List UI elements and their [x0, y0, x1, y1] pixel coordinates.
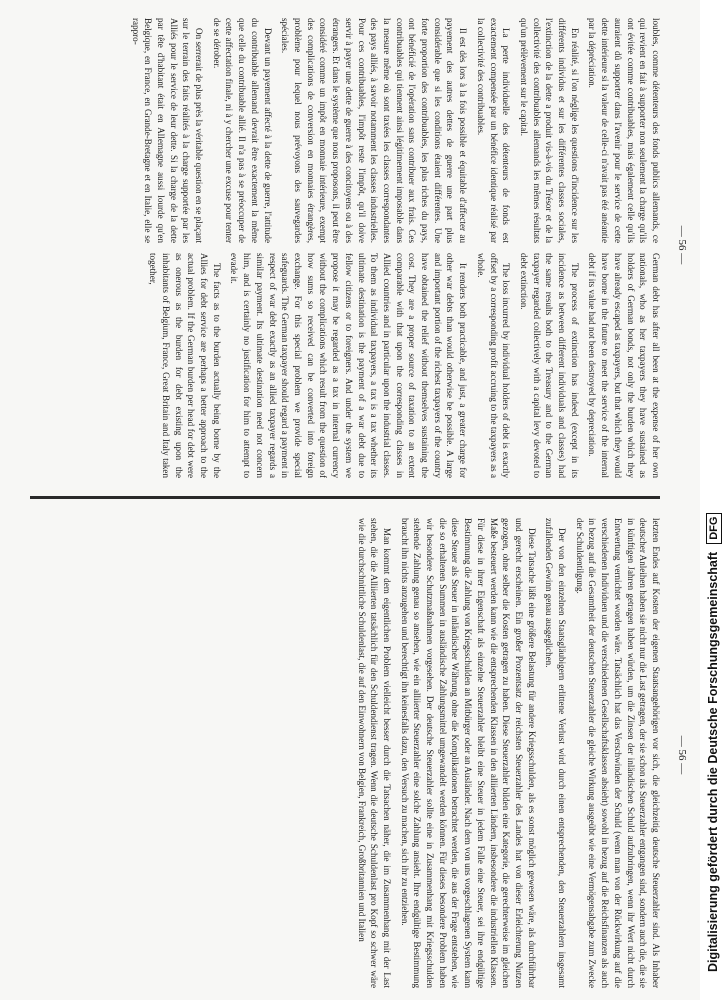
paragraph: German debt has after all been at the expense of her own nationals, who as her taxpayers they have sustained as holders of German bonds, not only the burden which they have already escaped as taxpayers, but that which they would have borne in the future to meet the service of the internal debt if its value had not been destroyed by depreciation.	[587, 253, 661, 478]
paragraph: It renders both practicable, and just, a greater charge for other war debts than would otherwise be possible. A large and important portion of the richest taxpayers of the country have obtained the relief without themselves sustaining the cost. They are a proper source of taxation to an extent comparable with that upon the corresponding classes in Allied countries and in particular upon the industrial classes. To them as individual taxpayers, a tax is a tax whether its ultimate destination is the payment of a war debt due to fellow citizens or to foreigners. And under the system we propose it may be regarded as a tax in internal currency without the complications which result from the question of how sums so received can be converted into foreign exchange. For this special problem we provide special safeguards. The German taxpayer should regard a payment in respect of war debt exactly as an allied taxpayer regards a similar payment. Its ultimate destination need not concern him, and is certainly no justification for him to attempt to evade it.	[229, 253, 469, 478]
credit-text: Digitalisierung gefördert durch die Deutsche Forschungsgemeinschaft	[706, 551, 720, 972]
paragraph: La perte individuelle des détenteurs de fonds est exactement compensée par un bénéfice identique réalisé par la collectivité des contribuables.	[475, 18, 512, 243]
paragraph: Il est dès lors à la fois possible et équitable d'affecter au payement des autres dettes de guerre une part plus considérable que si les conditions étaient différentes. Une forte proportion des contribuables, les plus riches du pays, ont bénéficié de l'opération sans contribuer aux frais. Ces contribuables qui tiennent ainsi légitimement imposable dans la mesure même où sont taxées les classes correspondantes des pays alliés, à savoir notamment les classes industrielles. Pour ces contribuables, l'impôt reste l'impôt, qu'il doive servir à payer une dette de guerre à des concitoyens ou à des étrangers. Et dans le système que nous proposons, il peut être considéré comme un impôt en monnaie intérieure, exempt des complications de conversion en monnaies étrangères, problème pour lequel nous prévoyons des sauvegardes spéciales.	[280, 18, 469, 243]
left-page-column-english	[142, 253, 662, 478]
paragraph: The facts as to the burden actually being borne by the Allies for debt service are perhaps a better approach to the actual problem. If the German burden per head for debt were as onerous as the burden for debt existing upon the inhabitants of Belgium, France, Great Britain and Italy taken together,	[148, 253, 222, 478]
paragraph: The process of extinction has indeed (except in its incidence as between different individuals and classes) had the same results both to the Treasury and to the German taxpayer regarded collectively with a capital levy devoted to debt extinction.	[518, 253, 580, 478]
left-page-column-french	[124, 18, 662, 243]
paragraph: Devant un payement affecté à la dette de guerre, l'attitude du contribuable allemand devrait être exactement la même que celle du contribuable allié. Il n'a pas à se préoccuper de cette affectation finale, ni à y chercher une excuse pour tenter de se dérober.	[211, 18, 273, 243]
paragraph: Der von den einzelnen Staatsgläubigern erlittene Verlust wird durch einen entsprechenden, den Steuerzahlern insgesamt zufallenden Gewinn genau ausgeglichen.	[544, 518, 568, 988]
left-page	[0, 0, 700, 490]
right-page	[0, 510, 700, 1000]
paragraph: On serrerait de plus près la véritable question en se plaçant sur le terrain des faits réalités à la charge supportée par les Alliés pour le service de leur dette. Si la charge de la dette par tête d'habitant était en Allemagne aussi lourde qu'en Belgique, en France, en Grande-Bretagne et en Italie, elle se rappro-	[130, 18, 205, 243]
page-gutter-divider	[30, 496, 660, 499]
paragraph: letzten Endes auf Kosten der eigenen Staatsangehörigen vor sich, die gleichzeitig deutsche Steuerzahler sind. Als Inhaber deutscher Anleihen haben sie nicht nur die Last getragen, der sie schon als Steuerzahler entgangen sind, sondern auch die, die sie in künftigen Jahren getragen haben würden, um die Zinsen der inländischen Schuld aufzubringen, wenn ihr Wert nicht durch Entwertung vernichtet worden wäre. Tatsächlich hat das Verschwinden der Schuld (wenn man von der Rückwirkung auf die verschiedenen Individuen und die verschiedenen Gesellschaftsklassen absieht) sowohl in bezug auf die Reichsfinanzen als auch in bezug auf die Gesamtheit der deutschen Steuerzahler die gleiche Wirkung ausgeübt wie eine Vermögensabgabe zum Zwecke der Schuldentilgung.	[574, 518, 661, 988]
paragraph: En réalité, si l'on néglige les questions d'incidence sur les différents individus et sur les différentes classes sociales, l'extinction de la dette a produit vis-à-vis du Trésor et de la collectivité des contribuables allemands les mêmes résultats qu'un prélèvement sur le capital.	[518, 18, 580, 243]
dfg-logo: DFG	[706, 513, 722, 544]
digitization-credit	[703, 0, 723, 972]
right-page-number: — 56 —	[676, 735, 688, 775]
right-page-column-german	[350, 518, 662, 988]
digitization-credit-strip	[700, 0, 727, 1000]
paragraph: The loss incurred by individual holders of debt is exactly offset by a corresponding profit accruing to the taxpayers as a whole.	[475, 253, 512, 478]
left-page-number: — 56 —	[676, 225, 688, 265]
paragraph: loubles, comme détenteurs des fonds publics allemands, ce qui revient en fait à supporter non seulement la charge qu'ils ont évitée comme contribuables, mais également celle qu'ils auraient dû supporter dans l'avenir pour le service de cette dette intérieure si la valeur de celle-ci n'avait pas été anéantie par la dépréciation.	[587, 18, 661, 243]
paragraph: Diese Tatsache läßt eine größere Belastung für andere Kriegsschulden, als es sonst möglich gewesen wäre, als durchführbar und gerecht erscheinen. Ein großer Prozentsatz der reichsten Steuerzahler des Landes hat von dieser Erleichterung Nutzen gezogen, ohne selber die Kosten getragen zu haben. Diese Steuerzahler bilden eine Kategorie, die gerechterweise im gleichen Maße besteuert werden kann wie die entsprechenden Klassen in den alliierten Ländern, insbesondere die industriellen Klassen. Für diese in ihrer Eigenschaft als einzelne Steuerzahler bleibt eine Steuer in jedem Falle eine Steuer, sei ihre endgültige Bestimmung die Zahlung von Kriegsschulden an Mitbürger oder an Ausländer. Nach dem von uns vorgeschlagenen System kann diese Steuer als Steuer in inländischer Währung ohne die Komplikationen betrachtet werden, die aus der Frage entstehen, wie die so erhaltenen Summen in ausländische Zahlungsmittel umgewandelt werden können. Für dieses besondere Problem haben wir besondere Schutzmaßnahmen vorgesehen. Der deutsche Steuerzahler sollte eine in Zusammenhang mit Kriegsschulden stehende Zahlung genau so ansehen, wie ein alliierter Steuerzahler eine solche Zahlung ansieht. Ihre endgültige Bestimmung braucht ihn nichts anzugehen und berechtigt ihn keinesfalls dazu, den Versuch zu machen, sich ihr zu entziehen.	[399, 518, 537, 988]
paragraph: Man kommt dem eigentlichen Problem vielleicht besser durch die Tatsachen näher, die im Zusammenhang mit der Last stehen, die die Alliierten tatsächlich für den Schuldendienst tragen. Wenn die deutsche Schuldenlast pro Kopf so schwer wäre wie die durchschnittliche Schuldenlast, die auf den Einwohnern von Belgien, Frankreich, Großbritannien und Italien	[356, 518, 392, 988]
